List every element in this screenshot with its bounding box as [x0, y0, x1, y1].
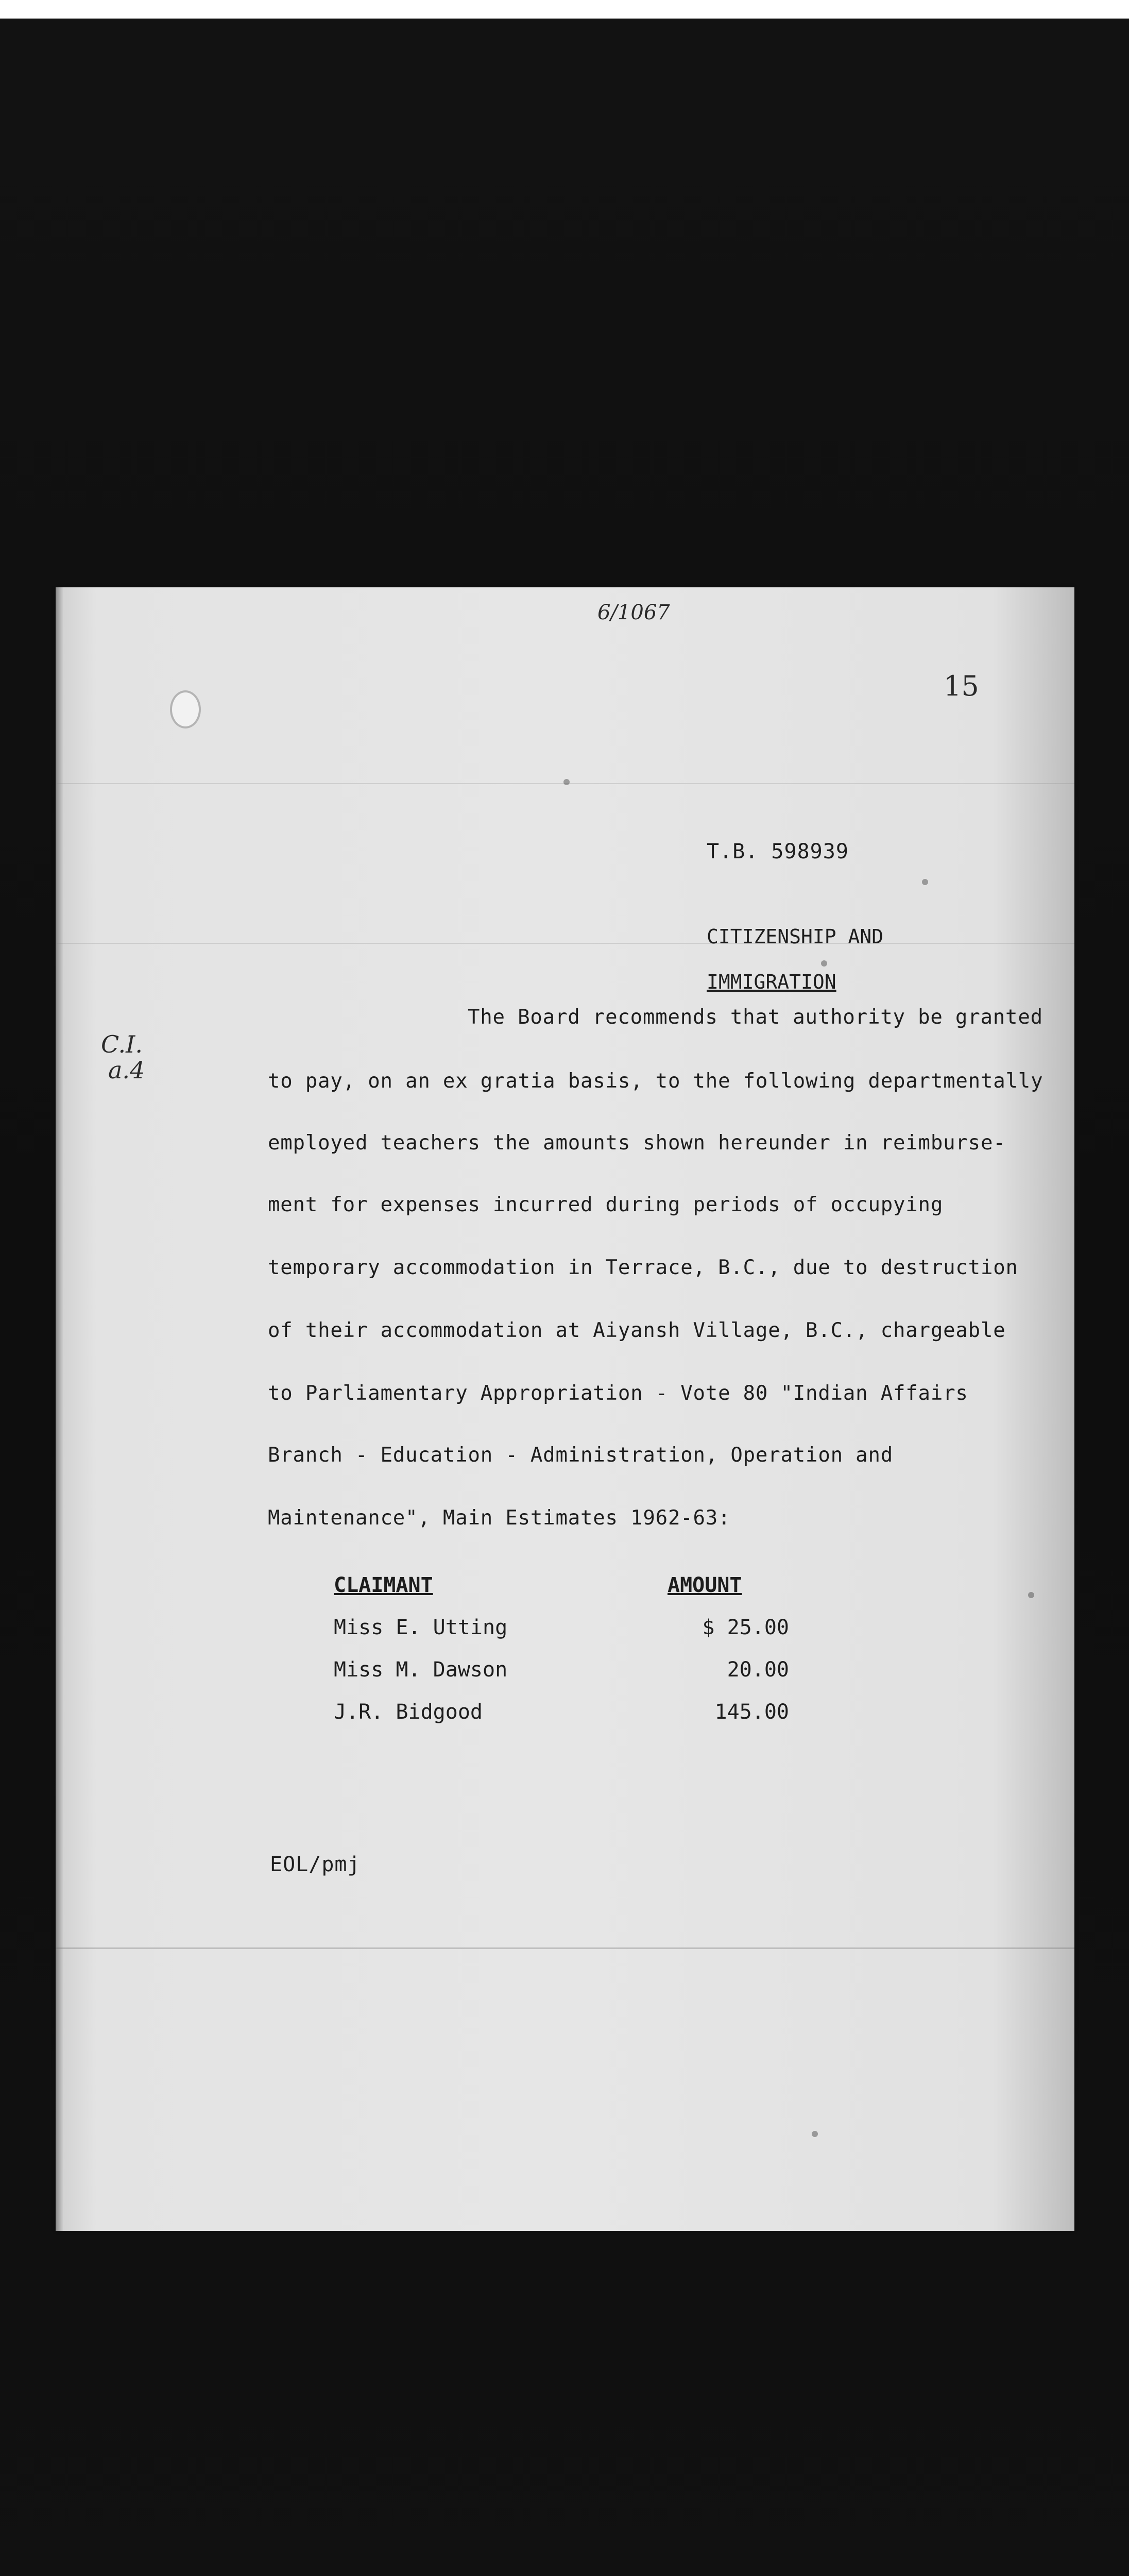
paper-speck	[821, 960, 827, 967]
file-annotation: 6/1067	[597, 601, 670, 624]
table-row-claimant: Miss E. Utting	[334, 1616, 508, 1639]
body-line: Maintenance", Main Estimates 1962-63:	[268, 1506, 731, 1530]
body-line: ment for expenses incurred during periods of occupying	[268, 1193, 944, 1216]
table-row-amount: $ 25.00	[702, 1616, 789, 1639]
paper-speck	[1028, 1592, 1034, 1598]
page-number: 15	[944, 670, 979, 702]
treasury-board-number: T.B. 598939	[707, 840, 849, 863]
body-line: to pay, on an ex gratia basis, to the following departmentally	[268, 1070, 1044, 1093]
document-page	[56, 587, 1074, 2231]
body-line: of their accommodation at Aiyansh Village, B.C., chargeable	[268, 1319, 1006, 1342]
table-header-claimant: CLAIMANT	[334, 1573, 433, 1597]
body-line: temporary accommodation in Terrace, B.C., due to destruction	[268, 1256, 1018, 1279]
body-line: to Parliamentary Appropriation - Vote 80 "Indian Affairs	[268, 1382, 968, 1405]
paper-speck	[922, 879, 928, 885]
punch-hole	[170, 690, 201, 728]
reference-initials: EOL/pmj	[270, 1853, 361, 1876]
table-row-claimant: Miss M. Dawson	[334, 1658, 508, 1682]
body-line: employed teachers the amounts shown hereunder in reimburse-	[268, 1131, 1006, 1155]
paper-speck	[812, 2131, 818, 2137]
margin-note-line2: a.4	[108, 1056, 145, 1084]
table-header-amount: AMOUNT	[668, 1573, 742, 1597]
scanner-frame-top	[0, 0, 1129, 19]
table-row-amount: 145.00	[714, 1700, 789, 1724]
department-heading	[707, 903, 883, 1016]
margin-note-line1: C.I.	[101, 1030, 143, 1058]
page-crease	[56, 943, 1074, 944]
department-line1: CITIZENSHIP AND	[707, 925, 884, 948]
paper-speck	[563, 779, 570, 785]
table-row-claimant: J.R. Bidgood	[334, 1700, 483, 1724]
department-line2: IMMIGRATION	[707, 971, 836, 993]
body-line: Branch - Education - Administration, Operation and	[268, 1444, 893, 1467]
body-line: The Board recommends that authority be granted	[468, 1006, 1043, 1029]
table-row-amount: 20.00	[727, 1658, 789, 1682]
